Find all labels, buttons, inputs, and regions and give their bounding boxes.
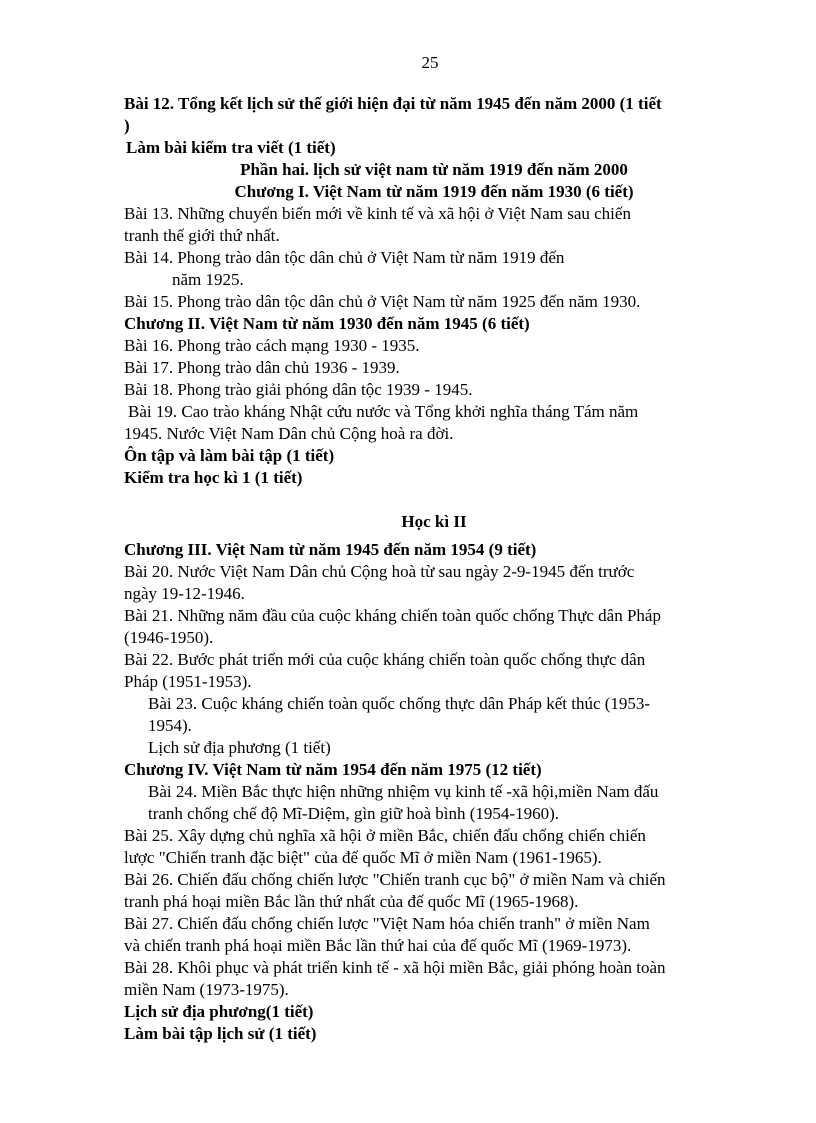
page-number: 25 [421,53,439,72]
semester-2-heading: Học kì II [401,512,467,531]
lesson-13-cont: tranh thế giới thứ nhất. [124,226,280,245]
chapter-4-heading: Chương IV. Việt Nam từ năm 1954 đến năm 1975 (12 tiết) [124,760,542,779]
lesson-18: Bài 18. Phong trào giải phóng dân tộc 1939 - 1945. [124,380,473,399]
local-history-line-2: Lịch sử địa phương(1 tiết) [124,1002,314,1021]
lesson-23-cont: 1954). [148,716,192,735]
lesson-23: Bài 23. Cuộc kháng chiến toàn quốc chống thực dân Pháp kết thúc (1953- [148,694,651,713]
lesson-14: Bài 14. Phong trào dân tộc dân chủ ở Việt Nam từ năm 1919 đến [124,248,565,267]
lesson-24: Bài 24. Miền Bắc thực hiện những nhiệm vụ kinh tế -xã hội,miền Nam đấu [148,782,659,801]
lesson-12-title: Bài 12. Tổng kết lịch sử thế giới hiện đại từ năm 1945 đến năm 2000 (1 tiết [124,94,662,113]
lesson-19: Bài 19. Cao trào kháng Nhật cứu nước và Tổng khởi nghĩa tháng Tám năm [128,402,639,421]
lesson-16: Bài 16. Phong trào cách mạng 1930 - 1935. [124,336,420,355]
part-two-heading: Phần hai. lịch sử việt nam từ năm 1919 đến năm 2000 [240,160,628,179]
lesson-15: Bài 15. Phong trào dân tộc dân chủ ở Việt Nam từ năm 1925 đến năm 1930. [124,292,641,311]
lesson-13: Bài 13. Những chuyển biến mới về kinh tế và xã hội ở Việt Nam sau chiến [124,204,631,223]
local-history-line: Lịch sử địa phương (1 tiết) [148,738,331,757]
lesson-12-title-cont: ) [124,116,130,135]
lesson-27: Bài 27. Chiến đấu chống chiến lược "Việt Nam hóa chiến tranh" ở miền Nam [124,914,650,933]
chapter-3-heading: Chương III. Việt Nam từ năm 1945 đến năm 1954 (9 tiết) [124,540,537,559]
chapter-2-heading: Chương II. Việt Nam từ năm 1930 đến năm 1945 (6 tiết) [124,314,530,333]
lesson-24-cont: tranh chống chế độ Mĩ-Diệm, gìn giữ hoà bình (1954-1960). [148,804,559,823]
lesson-26-cont: tranh phá hoại miền Bắc lần thứ nhất của đế quốc Mĩ (1965-1968). [124,892,579,911]
lesson-28-cont: miền Nam (1973-1975). [124,980,289,999]
review-line: Ôn tập và làm bài tập (1 tiết) [124,446,335,465]
written-test-line: Làm bài kiểm tra viết (1 tiết) [126,138,336,157]
chapter-1-heading: Chương I. Việt Nam từ năm 1919 đến năm 1930 (6 tiết) [234,182,634,201]
history-exercise-line: Làm bài tập lịch sử (1 tiết) [124,1024,317,1043]
syllabus-content [124,93,744,1045]
lesson-28: Bài 28. Khôi phục và phát triển kinh tế - xã hội miền Bắc, giải phóng hoàn toàn [124,958,666,977]
lesson-26: Bài 26. Chiến đấu chống chiến lược "Chiến tranh cục bộ" ở miền Nam và chiến [124,870,666,889]
lesson-17: Bài 17. Phong trào dân chủ 1936 - 1939. [124,358,400,377]
lesson-21-cont: (1946-1950). [124,628,214,647]
semester-1-test-line: Kiểm tra học kì 1 (1 tiết) [124,468,303,487]
lesson-19-cont: 1945. Nước Việt Nam Dân chủ Cộng hoà ra đời. [124,424,454,443]
lesson-22-cont: Pháp (1951-1953). [124,672,252,691]
lesson-20-cont: ngày 19-12-1946. [124,584,245,603]
lesson-14-cont: năm 1925. [172,270,244,289]
lesson-20: Bài 20. Nước Việt Nam Dân chủ Cộng hoà từ sau ngày 2-9-1945 đến trước [124,562,635,581]
lesson-27-cont: và chiến tranh phá hoại miền Bắc lần thứ hai của đế quốc Mĩ (1969-1973). [124,936,632,955]
lesson-21: Bài 21. Những năm đầu của cuộc kháng chiến toàn quốc chống Thực dân Pháp [124,606,661,625]
spacer [124,489,744,511]
lesson-25: Bài 25. Xây dựng chủ nghĩa xã hội ở miền Bắc, chiến đấu chống chiến chiến [124,826,646,845]
lesson-22: Bài 22. Bước phát triển mới của cuộc kháng chiến toàn quốc chống thực dân [124,650,646,669]
lesson-25-cont: lược "Chiến tranh đặc biệt" của đế quốc Mĩ ở miền Nam (1961-1965). [124,848,602,867]
